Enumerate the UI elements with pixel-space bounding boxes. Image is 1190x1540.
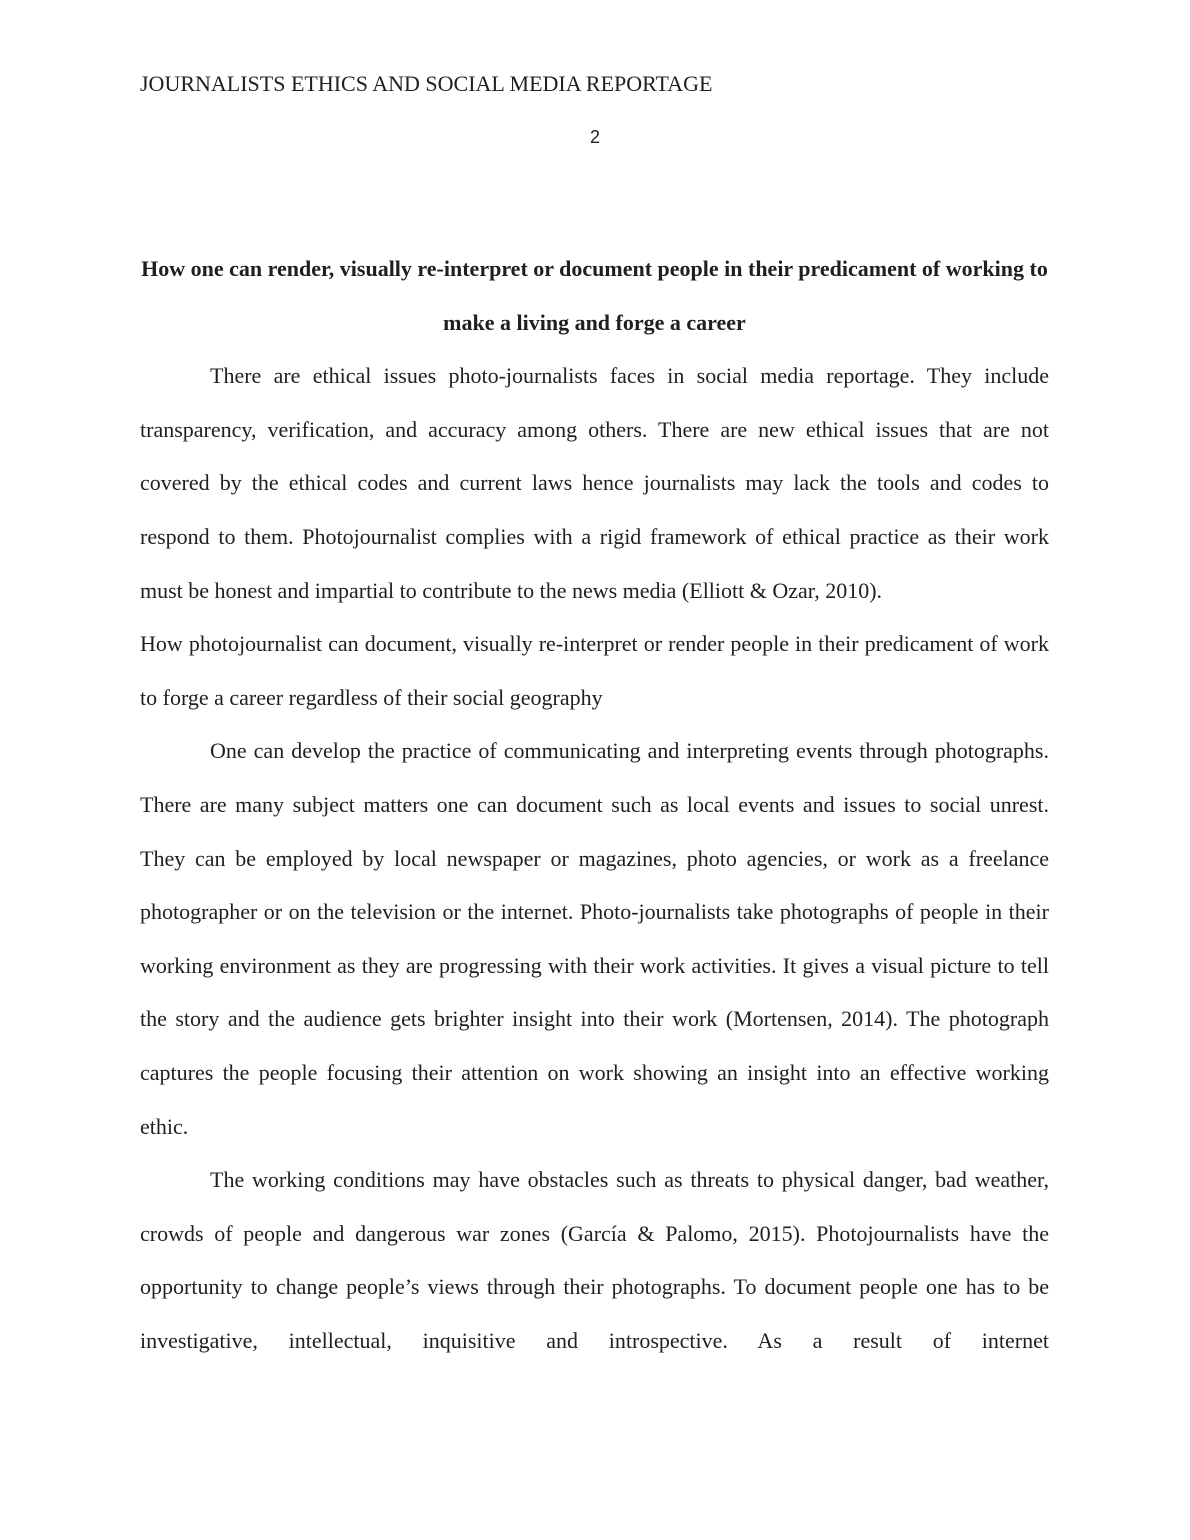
document-body	[140, 242, 1049, 1367]
paragraph-working-conditions: The working conditions may have obstacles such as threats to physical danger, bad weather, crowds of people and dangerous war zones (García & Palomo, 2015). Photojournalists have the opportunity to change people’s views through their photographs. To document people one has to be investigative, intellectual, inquisitive and introspective. As a result of internet	[140, 1167, 1049, 1353]
paragraph-practice: One can develop the practice of communicating and interpreting events through photographs. There are many subject matters one can document such as local events and issues to social unrest. They can be employed by local newspaper or magazines, photo agencies, or work as a freelance photographer or on the television or the internet. Photo-journalists take photographs of people in their working environment as they are progressing with their work activities. It gives a visual picture to tell the story and the audience gets brighter insight into their work (Mortensen, 2014). The photograph captures the people focusing their attention on work showing an insight into an effective working ethic.	[140, 738, 1049, 1139]
paragraph-ethical-issues: There are ethical issues photo-journalists faces in social media reportage. They include transparency, verification, and accuracy among others. There are new ethical issues that are not covered by the ethical codes and current laws hence journalists may lack the tools and codes to respond to them. Photojournalist complies with a rigid framework of ethical practice as their work must be honest and impartial to contribute to the news media (Elliott & Ozar, 2010).	[140, 363, 1049, 603]
subheading-paragraph: How photojournalist can document, visually re-interpret or render people in their predicament of work to forge a career regardless of their social geography	[140, 631, 1049, 710]
running-head: JOURNALISTS ETHICS AND SOCIAL MEDIA REPORTAGE	[140, 71, 713, 96]
page-number: 2	[589, 127, 600, 147]
section-heading: How one can render, visually re-interpret or document people in their predicament of working to make a living and forge a career	[141, 256, 1048, 335]
